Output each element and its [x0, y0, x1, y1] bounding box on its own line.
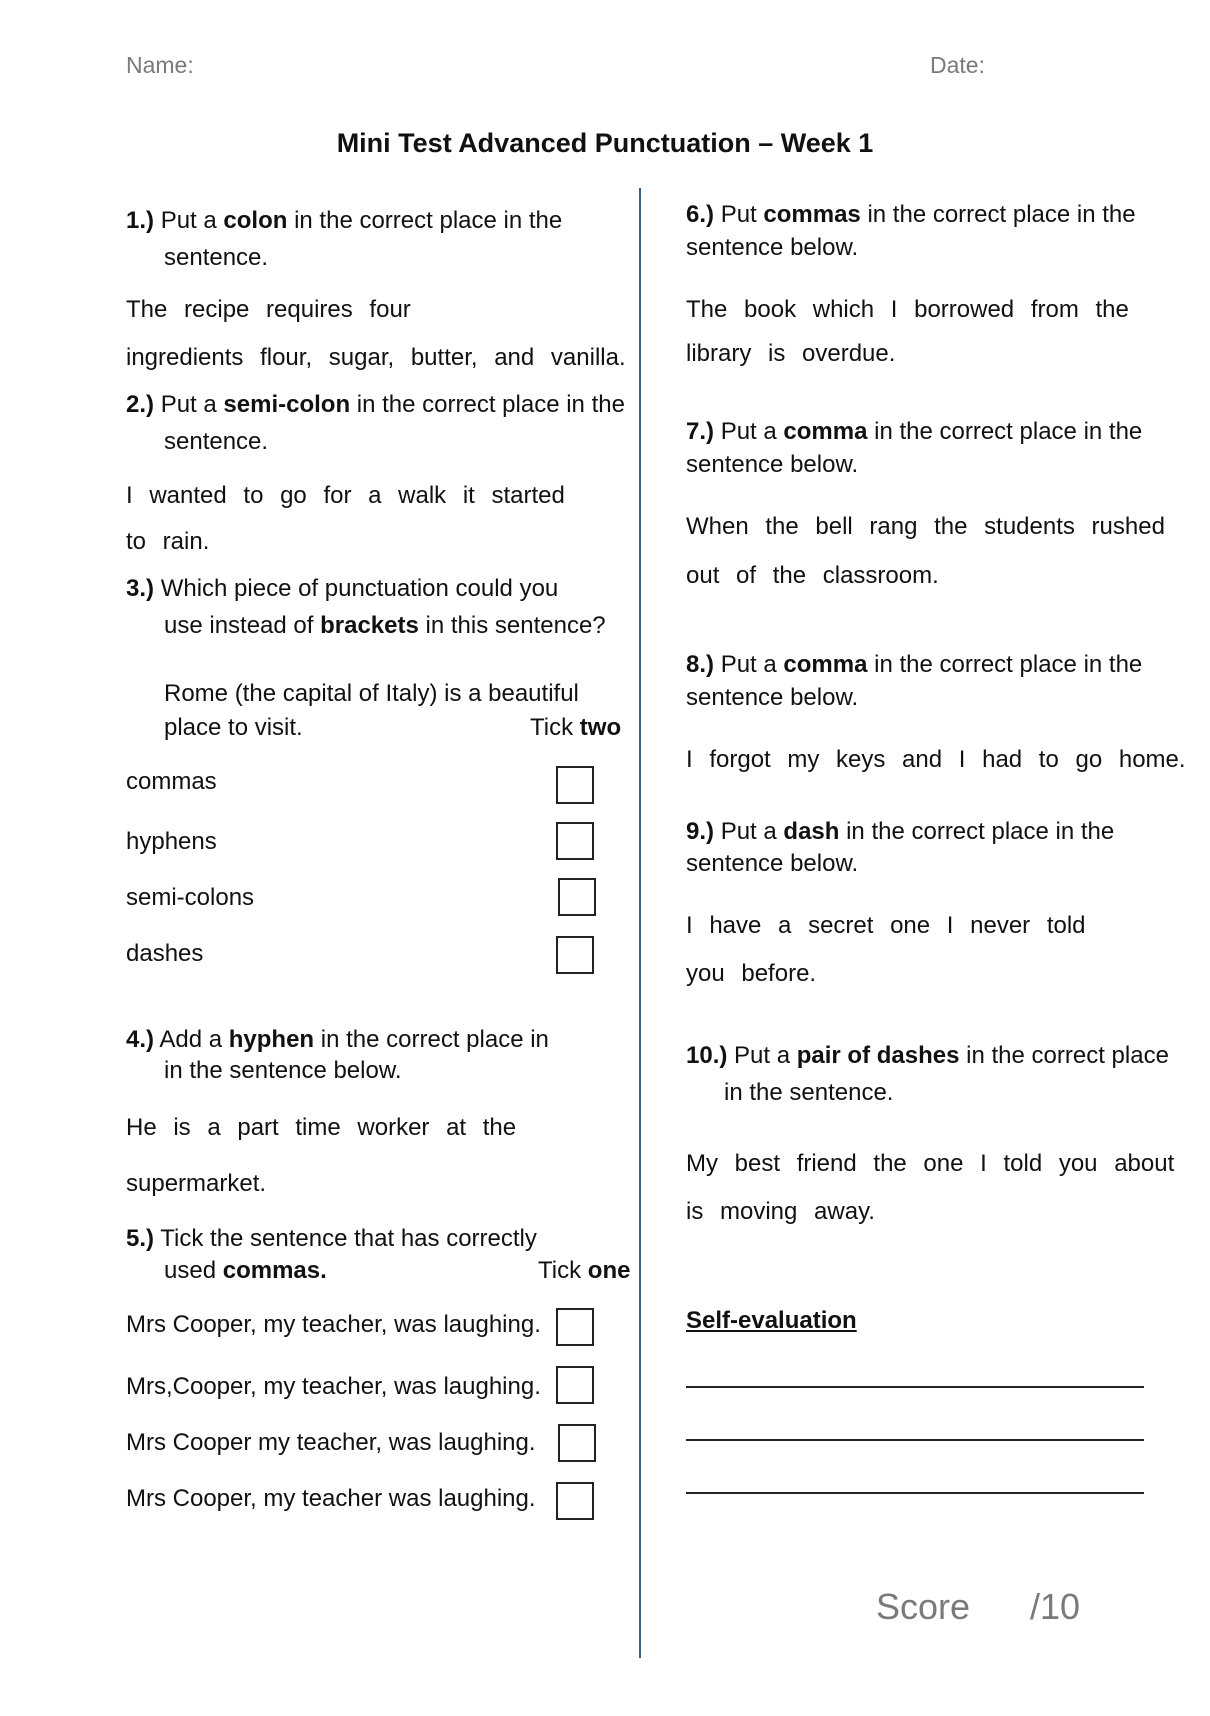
q6-prompt-line2: sentence below.: [686, 234, 859, 261]
q6-number: 6.): [686, 201, 715, 228]
q7-number: 7.): [686, 418, 715, 445]
q10-prompt: [686, 1042, 1169, 1070]
q4-prompt-line2: in the sentence below.: [164, 1057, 402, 1084]
q3-number: 3.): [126, 575, 155, 602]
q5-keyword: commas.: [222, 1257, 327, 1284]
q10-number: 10.): [686, 1042, 728, 1069]
q1-prompt: [126, 207, 562, 235]
q10-sentence-line2: is moving away.: [686, 1198, 875, 1225]
q9-sentence-line1: I have a secret one I never told: [686, 912, 1086, 939]
q3-option-commas: commas: [126, 768, 217, 795]
q5-line1: Tick the sentence that has correctly: [160, 1225, 537, 1252]
q5-checkbox-4[interactable]: [556, 1482, 594, 1520]
q3-tick-instruction: [530, 714, 621, 742]
q8-post: in the correct place in the: [874, 651, 1143, 678]
q3-checkbox-hyphens[interactable]: [556, 822, 594, 860]
q7-post: in the correct place in the: [874, 418, 1143, 445]
q4-keyword: hyphen: [228, 1026, 315, 1053]
q2-sentence-line1: I wanted to go for a walk it started: [126, 482, 565, 509]
self-evaluation-heading: Self-evaluation: [686, 1307, 857, 1334]
q2-keyword: semi-colon: [223, 391, 351, 418]
q9-keyword: dash: [783, 818, 840, 845]
q5-checkbox-1[interactable]: [556, 1308, 594, 1346]
q8-keyword: comma: [783, 651, 868, 678]
q3-tick-count: two: [579, 714, 622, 741]
q6-post: in the correct place in the: [867, 201, 1136, 228]
q5-prompt-line2: [164, 1257, 327, 1285]
self-evaluation-line-3[interactable]: [686, 1492, 1144, 1494]
q3-prompt: [126, 575, 558, 603]
q2-number: 2.): [126, 391, 155, 418]
q5-checkbox-3[interactable]: [558, 1424, 596, 1462]
page-title: Mini Test Advanced Punctuation – Week 1: [336, 128, 874, 158]
q1-prompt-line2: sentence.: [164, 244, 269, 271]
q3-prompt-line2: [164, 612, 606, 640]
q7-keyword: comma: [783, 418, 868, 445]
q5-option-4: Mrs Cooper, my teacher was laughing.: [126, 1485, 536, 1512]
q1-sentence-line1: The recipe requires four: [126, 296, 411, 323]
q1-pre: Put a: [160, 207, 217, 234]
q2-prompt: [126, 391, 625, 419]
q1-sentence-line2: ingredients flour, sugar, butter, and vanilla.: [126, 344, 626, 371]
q3-option-semi-colons: semi-colons: [126, 884, 255, 911]
q5-option-2: Mrs,Cooper, my teacher, was laughing.: [126, 1373, 541, 1400]
q2-pre: Put a: [160, 391, 217, 418]
q8-sentence-line1: I forgot my keys and I had to go home.: [686, 746, 1186, 773]
q3-line1: Which piece of punctuation could you: [160, 575, 559, 602]
q4-sentence-line2: supermarket.: [126, 1170, 267, 1197]
q7-sentence-line2: out of the classroom.: [686, 562, 939, 589]
q5-number: 5.): [126, 1225, 155, 1252]
q6-pre: Put: [720, 201, 757, 228]
q8-prompt: [686, 651, 1142, 679]
q5-line2-pre: used: [164, 1257, 217, 1284]
q4-number: 4.): [126, 1026, 155, 1053]
q1-keyword: colon: [223, 207, 288, 234]
q6-keyword: commas: [763, 201, 861, 228]
q3-keyword: brackets: [320, 612, 419, 639]
q10-keyword: pair of dashes: [796, 1042, 960, 1069]
q4-pre: Add a: [159, 1026, 223, 1053]
q8-number: 8.): [686, 651, 715, 678]
q9-prompt: [686, 818, 1114, 846]
column-divider: [639, 188, 641, 1658]
q8-pre: Put a: [720, 651, 777, 678]
q5-prompt: [126, 1225, 537, 1253]
q4-post: in the correct place in: [320, 1026, 549, 1053]
q5-tick-instruction: [538, 1257, 630, 1285]
q7-prompt-line2: sentence below.: [686, 451, 859, 478]
q3-checkbox-dashes[interactable]: [556, 936, 594, 974]
q10-sentence-line1: My best friend the one I told you about: [686, 1150, 1175, 1177]
q9-prompt-line2: sentence below.: [686, 850, 859, 877]
q6-sentence-line1: The book which I borrowed from the: [686, 296, 1129, 323]
q5-tick-count: one: [587, 1257, 631, 1284]
q7-prompt: [686, 418, 1142, 446]
q2-prompt-line2: sentence.: [164, 428, 269, 455]
q10-prompt-line2: in the sentence.: [724, 1079, 894, 1106]
q5-checkbox-2[interactable]: [556, 1366, 594, 1404]
q2-sentence-line2: to rain.: [126, 528, 210, 555]
q3-sentence-line1: Rome (the capital of Italy) is a beautiful: [164, 680, 579, 707]
q9-post: in the correct place in the: [846, 818, 1115, 845]
q5-option-1: Mrs Cooper, my teacher, was laughing.: [126, 1311, 541, 1338]
q6-prompt: [686, 201, 1136, 229]
q3-checkbox-semi-colons[interactable]: [558, 878, 596, 916]
q3-checkbox-commas[interactable]: [556, 766, 594, 804]
q7-pre: Put a: [720, 418, 777, 445]
name-label: Name:: [126, 52, 194, 78]
q4-prompt: [126, 1026, 549, 1054]
q2-post: in the correct place in the: [356, 391, 625, 418]
q9-pre: Put a: [720, 818, 777, 845]
q5-option-3: Mrs Cooper my teacher, was laughing.: [126, 1429, 536, 1456]
q9-sentence-line2: you before.: [686, 960, 817, 987]
q3-line2-pre: use instead of: [164, 612, 314, 639]
q10-post: in the correct place: [966, 1042, 1169, 1069]
q3-line2-post: in this sentence?: [425, 612, 606, 639]
q1-number: 1.): [126, 207, 155, 234]
self-evaluation-line-1[interactable]: [686, 1386, 1144, 1388]
q3-option-hyphens: hyphens: [126, 828, 217, 855]
q3-option-dashes: dashes: [126, 940, 204, 967]
q7-sentence-line1: When the bell rang the students rushed: [686, 513, 1165, 540]
score-label: Score: [876, 1586, 971, 1627]
q10-pre: Put a: [734, 1042, 791, 1069]
q8-prompt-line2: sentence below.: [686, 684, 859, 711]
q9-number: 9.): [686, 818, 715, 845]
date-label: Date:: [930, 52, 985, 78]
score-out-of: /10: [1030, 1586, 1081, 1627]
q4-sentence-line1: He is a part time worker at the: [126, 1114, 517, 1141]
q5-tick-pre: Tick: [538, 1257, 582, 1284]
q3-sentence-line2: place to visit.: [164, 714, 303, 741]
self-evaluation-line-2[interactable]: [686, 1439, 1144, 1441]
q1-post: in the correct place in the: [294, 207, 563, 234]
q6-sentence-line2: library is overdue.: [686, 340, 896, 367]
q3-tick-pre: Tick: [530, 714, 574, 741]
